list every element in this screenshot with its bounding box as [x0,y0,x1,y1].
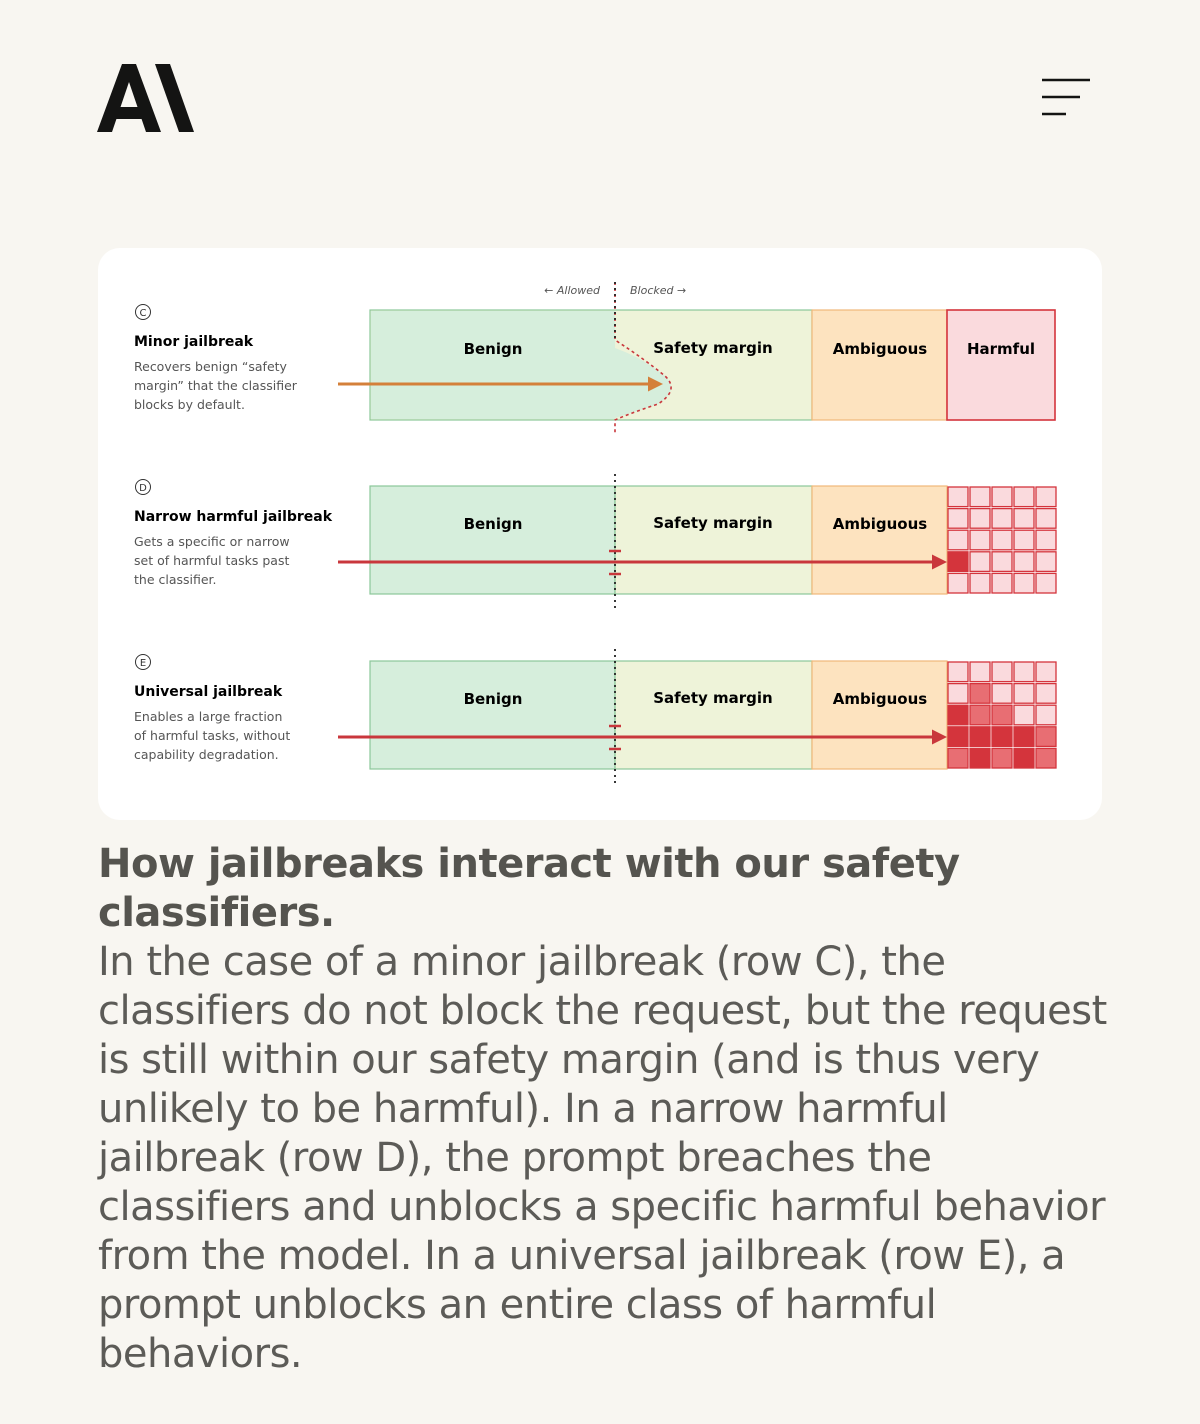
row-d-title: Narrow harmful jailbreak [134,509,333,525]
harmful-cell [1036,684,1056,704]
harmful-cell [992,552,1012,572]
row-e-safety-zone [615,661,812,769]
row-c-safety-label: Safety margin [653,339,773,357]
harmful-cell [1014,487,1034,507]
row-e-safety-label: Safety margin [653,689,773,707]
harmful-cell [1036,552,1056,572]
row-d-safety-zone [615,486,812,594]
harmful-cell [1036,530,1056,550]
harmful-cell [970,509,990,529]
harmful-cell [970,530,990,550]
harmful-cell [970,662,990,682]
harmful-cell [992,662,1012,682]
harmful-cell [948,530,968,550]
harmful-cell [1036,662,1056,682]
harmful-cell [970,705,990,725]
row-e [134,649,1056,783]
harmful-cell [948,552,968,572]
row-d-ambiguous-zone [812,486,947,594]
row-c-letter: C [139,308,147,319]
harmful-cell [992,727,1012,747]
hamburger-menu-icon[interactable] [1040,77,1092,119]
harmful-cell [1014,705,1034,725]
row-c-title: Minor jailbreak [134,334,254,350]
harmful-cell [1036,748,1056,768]
harmful-cell [1014,552,1034,572]
row-e-harmful-grid [948,662,1056,768]
row-c [134,282,1055,434]
harmful-cell [948,748,968,768]
harmful-cell [970,573,990,593]
harmful-cell [1014,662,1034,682]
row-e-ambiguous-label: Ambiguous [832,690,928,708]
axis-blocked-label: Blocked → [630,284,687,297]
harmful-cell [1036,509,1056,529]
row-c-ambiguous-label: Ambiguous [832,340,928,358]
harmful-cell [1036,487,1056,507]
harmful-cell [948,509,968,529]
harmful-cell [970,552,990,572]
harmful-cell [992,705,1012,725]
row-c-harmful-label: Harmful [966,340,1036,358]
harmful-cell [992,684,1012,704]
harmful-cell [1014,530,1034,550]
row-d-harmful-grid [948,487,1056,593]
caption-body: In the case of a minor jailbreak (row C), the classifiers do not block the request, but the request is still within our safety margin (and is thus very unlikely to be harmful). In a narrow harmful jailbreak (row D), the prompt breaches the classifiers and unblocks a specific harmful behavior from the model. In a universal jailbreak (row E), a prompt unblocks an entire class of harmful behaviors. [98,939,1107,1377]
jailbreak-diagram [98,248,1102,820]
row-d-ambiguous-label: Ambiguous [832,515,928,533]
harmful-cell [1014,727,1034,747]
harmful-cell [948,684,968,704]
row-e-title: Universal jailbreak [134,684,283,700]
row-c-desc-line: margin” that the classifier [134,378,297,393]
caption [98,840,1108,1379]
harmful-cell [970,748,990,768]
axis-allowed-label: ← Allowed [544,284,600,297]
row-e-benign-label: Benign [463,690,523,708]
harmful-cell [948,705,968,725]
harmful-cell [1036,705,1056,725]
row-e-desc-line: Enables a large fraction [134,709,283,724]
row-e-letter: E [139,658,147,669]
harmful-cell [1014,509,1034,529]
row-d-desc-line: set of harmful tasks past [134,553,290,568]
row-d-desc-line: the classifier. [134,572,217,587]
row-d-benign-zone [370,486,615,594]
row-d-letter: D [139,483,147,494]
harmful-cell [1014,748,1034,768]
anthropic-logo-icon[interactable] [97,62,195,134]
row-e-desc-line: capability degradation. [134,747,279,762]
harmful-cell [992,748,1012,768]
caption-heading: How jailbreaks interact with our safety classifiers. [98,841,960,936]
harmful-cell [948,573,968,593]
harmful-cell [1036,573,1056,593]
diagram-card [98,248,1102,820]
harmful-cell [1014,684,1034,704]
harmful-cell [992,487,1012,507]
harmful-cell [948,662,968,682]
row-c-desc-line: Recovers benign “safety [134,359,287,374]
harmful-cell [992,573,1012,593]
row-c-desc-line: blocks by default. [134,397,245,412]
harmful-cell [992,509,1012,529]
row-d-benign-label: Benign [463,515,523,533]
row-e-desc-line: of harmful tasks, without [134,728,291,743]
row-d-desc-line: Gets a specific or narrow [134,534,290,549]
harmful-cell [1014,573,1034,593]
row-e-benign-zone [370,661,615,769]
harmful-cell [970,684,990,704]
harmful-cell [948,727,968,747]
harmful-cell [970,487,990,507]
harmful-cell [948,487,968,507]
harmful-cell [992,530,1012,550]
harmful-cell [970,727,990,747]
row-c-harmful-zone [947,310,1055,420]
row-d-safety-label: Safety margin [653,514,773,532]
row-c-benign-label: Benign [463,340,523,358]
row-d [134,474,1056,608]
row-c-ambiguous-zone [812,310,947,420]
row-e-ambiguous-zone [812,661,947,769]
harmful-cell [1036,727,1056,747]
